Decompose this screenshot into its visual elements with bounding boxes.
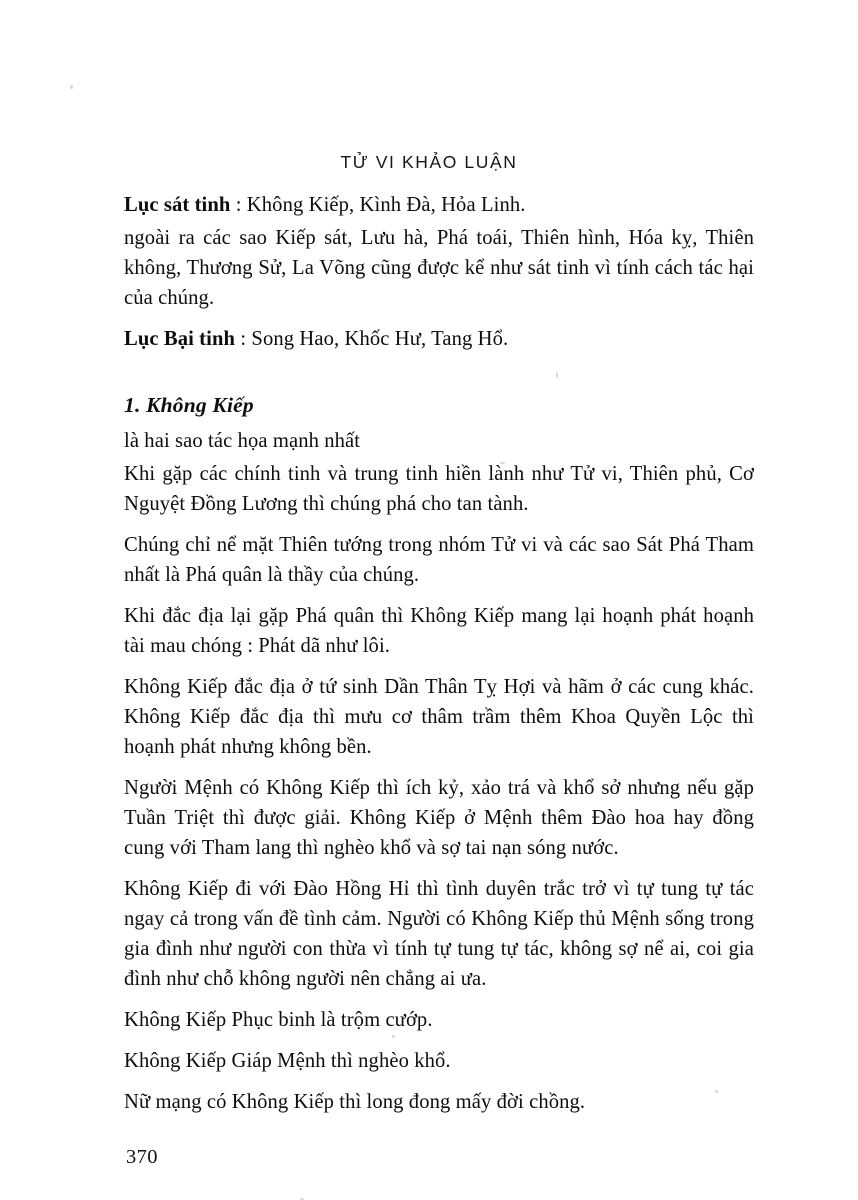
paragraph-ngoai-ra: ngoài ra các sao Kiếp sát, Lưu hà, Phá toái, Thiên hình, Hóa kỵ, Thiên không, Thương Sử, La Võng cũng được kể như sát tinh vì tính cách tác hại của chúng.	[124, 227, 754, 309]
paragraph-phuc-binh: Không Kiếp Phục binh là trộm cướp.	[124, 1009, 433, 1031]
paragraph-la-hai-sao: là hai sao tác họa mạnh nhất	[124, 430, 361, 452]
paragraph-nguoi-menh: Người Mệnh có Không Kiếp thì ích kỷ, xảo trá và khổ sở nhưng nếu gặp Tuần Triệt thì được giải. Không Kiếp ở Mệnh thêm Đào hoa hay đồng cung với Tham lang thì nghèo khổ và sợ tai nạn sóng nước.	[124, 777, 754, 859]
paragraph-dao-hong-hi: Không Kiếp đi với Đào Hồng Hỉ thì tình duyên trắc trở vì tự tung tự tác ngay cả trong vấn đề tình cảm. Người có Không Kiếp thủ Mệnh sống trong gia đình như người con thừa vì tính tự tung tự tác, không sợ nể ai, coi gia đình như chỗ không người nên chẳng ai ưa.	[124, 878, 754, 990]
paragraph-luc-bai-tinh	[124, 324, 754, 354]
term-luc-sat-tinh: Lục sát tinh	[124, 194, 231, 216]
paragraph-nu-mang: Nữ mạng có Không Kiếp thì long đong mấy đời chồng.	[124, 1091, 586, 1113]
paragraph-khi-gap: Khi gặp các chính tinh và trung tinh hiền lành như Tử vi, Thiên phủ, Cơ Nguyệt Đồng Lương thì chúng phá cho tan tành.	[124, 463, 754, 515]
paragraph-chung-chi: Chúng chỉ nể mặt Thiên tướng trong nhóm Tử vi và các sao Sát Phá Tham nhất là Phá quân là thầy của chúng.	[124, 534, 754, 586]
section-heading-khong-kiep: 1. Không Kiếp	[124, 393, 254, 417]
paragraph-khong-kiep-dac-dia: Không Kiếp đắc địa ở tứ sinh Dần Thân Tỵ Hợi và hãm ở các cung khác. Không Kiếp đắc địa thì mưu cơ thâm trầm thêm Khoa Quyền Lộc thì hoạnh phát nhưng không bền.	[124, 676, 754, 758]
scan-speck	[70, 85, 73, 89]
page-body	[124, 190, 754, 1128]
term-luc-bai-tinh-list: : Song Hao, Khốc Hư, Tang Hổ.	[235, 328, 509, 350]
paragraph-khi-dac-dia: Khi đắc địa lại gặp Phá quân thì Không Kiếp mang lại hoạnh phát hoạnh tài mau chóng : Phát dã như lôi.	[124, 605, 754, 657]
running-head: TỬ VI KHẢO LUẬN	[340, 152, 518, 172]
page-number: 370	[126, 1146, 158, 1168]
term-luc-sat-tinh-list: : Không Kiếp, Kình Đà, Hỏa Linh.	[230, 194, 526, 216]
term-luc-bai-tinh: Lục Bại tinh	[124, 328, 236, 350]
paragraph-giap-menh: Không Kiếp Giáp Mệnh thì nghèo khổ.	[124, 1050, 451, 1072]
paragraph-luc-sat-tinh	[124, 190, 754, 220]
